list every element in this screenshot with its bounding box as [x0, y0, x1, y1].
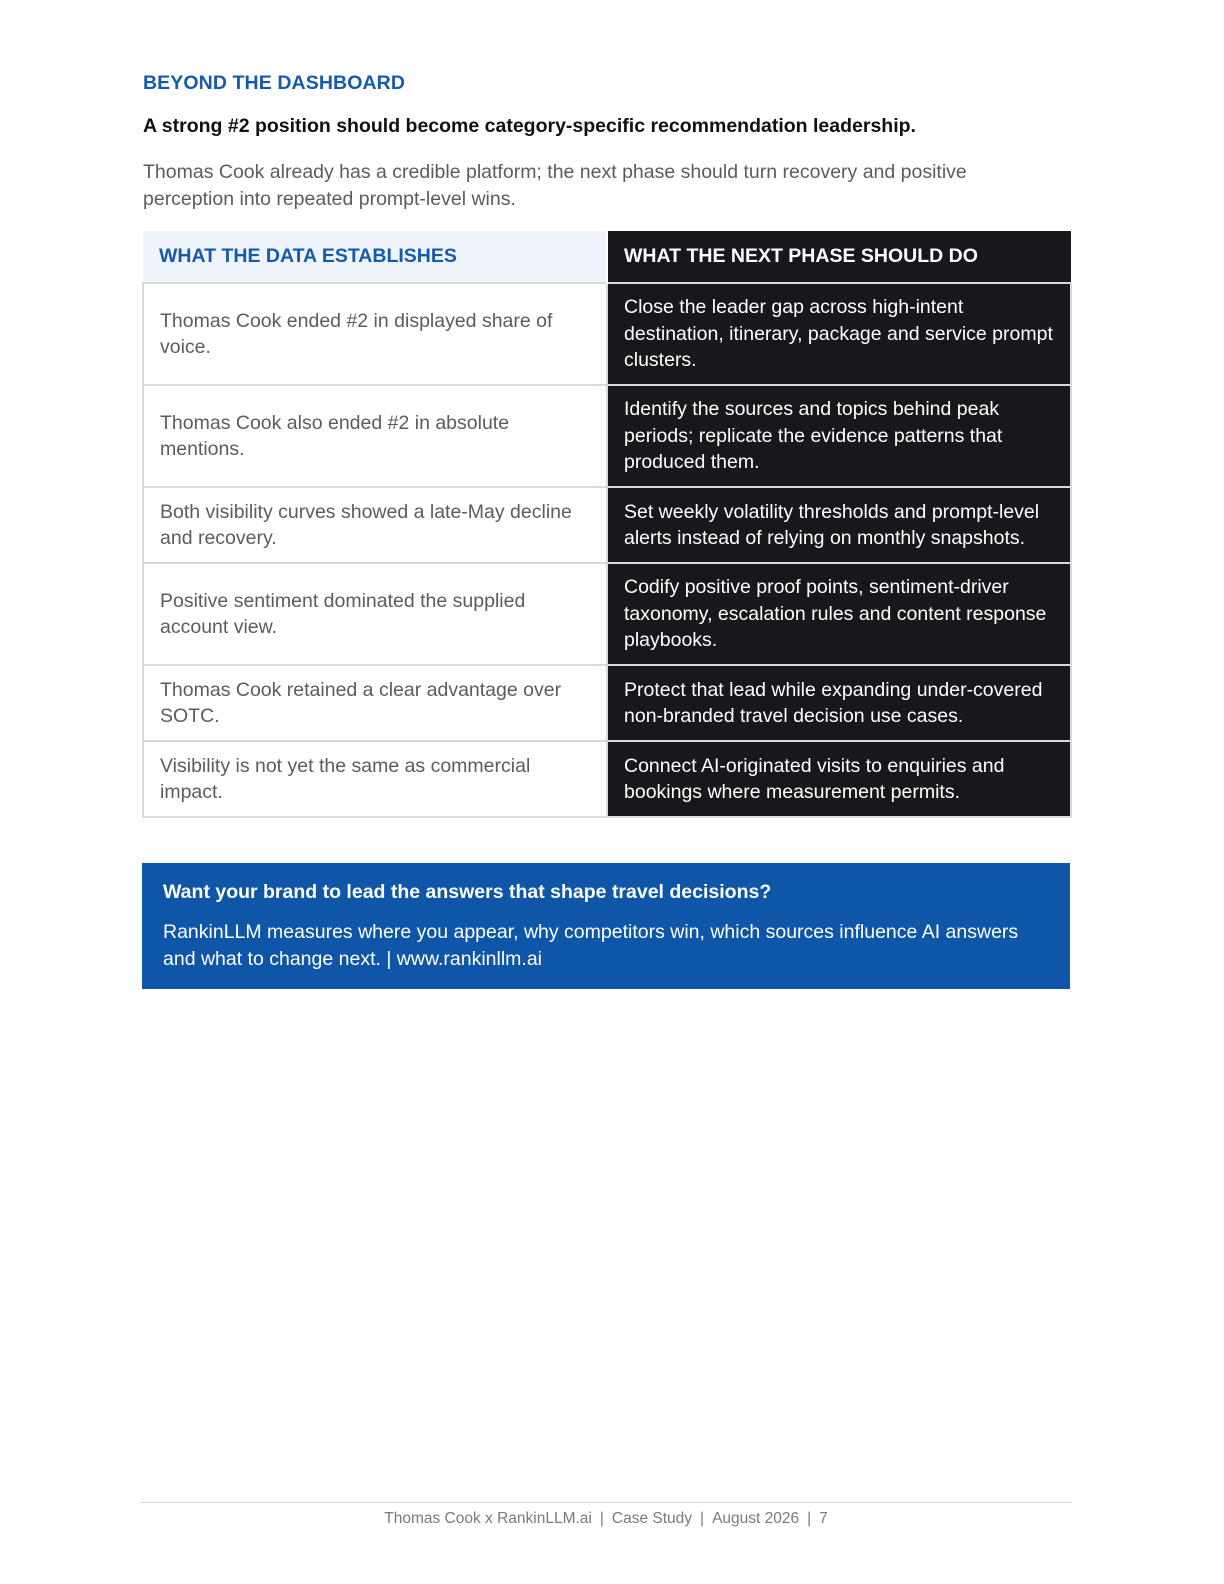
finding-cell: Thomas Cook also ended #2 in absolute mentions. [143, 385, 607, 487]
footer-page-number: 7 [819, 1510, 828, 1527]
action-cell: Codify positive proof points, sentiment-driver taxonomy, escalation rules and content response playbooks. [607, 563, 1071, 665]
table-header-row [143, 231, 1071, 283]
footer-brand: Thomas Cook x RankinLLM.ai [384, 1510, 592, 1527]
footer-separator: | [807, 1510, 812, 1527]
footer-doc-type: Case Study [611, 1510, 693, 1527]
table-row [143, 741, 1071, 817]
finding-cell: Thomas Cook ended #2 in displayed share of voice. [143, 283, 607, 385]
cta-banner [142, 863, 1070, 989]
cta-body: RankinLLM measures where you appear, why competitors win, which sources influence AI answers and what to change next. | www.rankinllm.ai [163, 921, 1019, 970]
cta-title: Want your brand to lead the answers that shape travel decisions? [163, 881, 772, 903]
table-row [143, 665, 1071, 741]
action-cell: Close the leader gap across high-intent destination, itinerary, package and service prompt clusters. [607, 283, 1071, 385]
finding-cell: Positive sentiment dominated the supplied account view. [143, 563, 607, 665]
finding-cell: Visibility is not yet the same as commercial impact. [143, 741, 607, 817]
section-intro: Thomas Cook already has a credible platform; the next phase should turn recovery and positive perception into repeated prompt-level wins. [143, 161, 967, 210]
action-cell: Set weekly volatility thresholds and prompt-level alerts instead of relying on monthly snapshots. [607, 487, 1071, 563]
section-headline: A strong #2 position should become category-specific recommendation leadership. [143, 115, 916, 137]
column-header-data-establishes: WHAT THE DATA ESTABLISHES [143, 231, 607, 283]
table-row [143, 283, 1071, 385]
action-cell: Connect AI-originated visits to enquiries and bookings where measurement permits. [607, 741, 1071, 817]
footer-date: August 2026 [712, 1510, 800, 1527]
table-row [143, 385, 1071, 487]
footer-separator: | [700, 1510, 705, 1527]
page-footer [0, 1510, 1212, 1528]
footer-divider [140, 1502, 1072, 1503]
table-row [143, 563, 1071, 665]
action-cell: Identify the sources and topics behind peak periods; replicate the evidence patterns that produced them. [607, 385, 1071, 487]
finding-cell: Both visibility curves showed a late-May decline and recovery. [143, 487, 607, 563]
action-cell: Protect that lead while expanding under-covered non-branded travel decision use cases. [607, 665, 1071, 741]
comparison-table [142, 231, 1072, 818]
column-header-next-phase: WHAT THE NEXT PHASE SHOULD DO [607, 231, 1071, 283]
table-row [143, 487, 1071, 563]
footer-separator: | [599, 1510, 604, 1527]
section-kicker: BEYOND THE DASHBOARD [143, 72, 406, 94]
finding-cell: Thomas Cook retained a clear advantage over SOTC. [143, 665, 607, 741]
